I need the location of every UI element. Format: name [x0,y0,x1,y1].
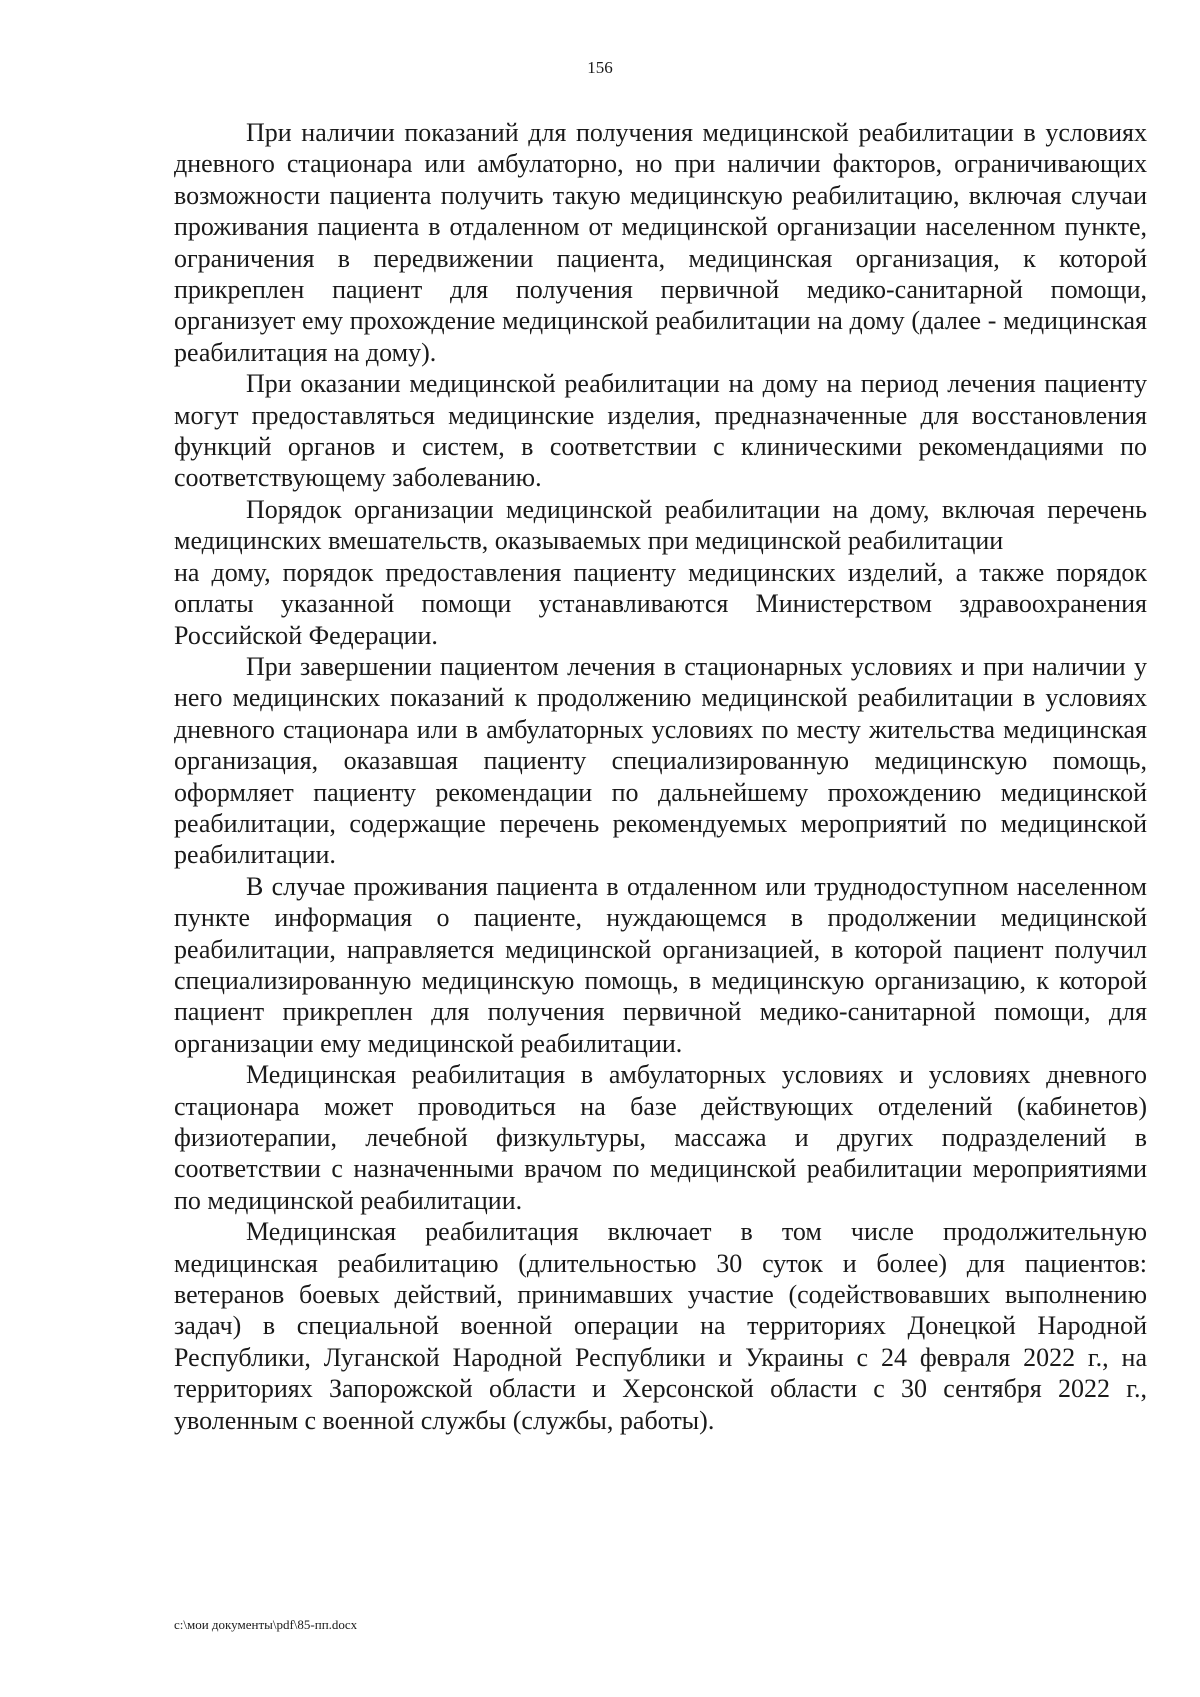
paragraph-discharge-recommendations: При завершении пациентом лечения в стационарных условиях и при наличии у него медицинских показаний к продолжению медицинской реабилитации в условиях дневного стационара или в амбулаторных условиях по месту жительства медицинская организация, оказавшая пациенту специализированную медицинскую помощь, оформляет пациенту рекомендации по дальнейшему прохождению медицинской реабилитации, содержащие перечень рекомендуемых мероприятий по медицинской реабилитации. [174,651,1147,870]
page-number: 156 [587,58,613,77]
paragraph-home-rehab-indications: При наличии показаний для получения медицинской реабилитации в условиях дневного стационара или амбулаторно, но при наличии факторов, ограничивающих возможности пациента получить такую медицинскую реабилитацию, включая случаи проживания пациента в отдаленном от медицинской организации населенном пункте, ограничения в передвижении пациента, медицинская организация, к которой прикреплен пациент для получения первичной медико-санитарной помощи, организует ему прохождение медицинской реабилитации на дому (далее - медицинская реабилитация на дому). [174,118,1147,367]
paragraph-veterans-rehab: Медицинская реабилитация включает в том числе продолжительную медицинская реабилитацию (длительностью 30 суток и более) для пациентов: ветеранов боевых действий, принимавших участие (содействовавших выполнению задач) в специальной военной операции на территориях Донецкой Народной Республики, Луганской Народной Республики и Украины с 24 февраля 2022 г., на территориях Запорожской области и Херсонской области с 30 сентября 2022 г., уволенным с военной службы (службы, работы). [174,1217,1147,1435]
paragraph-outpatient-base: Медицинская реабилитация в амбулаторных условиях и условиях дневного стационара может проводиться на базе действующих отделений (кабинетов) физиотерапии, лечебной физкультуры, массажа и других подразделений в соответствии с назначенными врачом по медицинской реабилитации мероприятиями по медицинской реабилитации. [174,1060,1147,1215]
footer-file-path: c:\мои документы\pdf\85-пп.docx [174,1617,358,1632]
paragraph-home-rehab-procedure-cont: на дому, порядок предоставления пациенту медицинских изделий, а также порядок оплаты указанной помощи устанавливаются Министерством здравоохранения Российской Федерации. [174,557,1147,650]
paragraph-home-rehab-procedure: Порядок организации медицинской реабилитации на дому, включая перечень медицинских вмешательств, оказываемых при медицинской реабилитации [174,494,1147,556]
paragraph-medical-devices: При оказании медицинской реабилитации на дому на период лечения пациенту могут предоставляться медицинские изделия, предназначенные для восстановления функций органов и систем, в соответствии с клиническими рекомендациями по соответствующему заболеванию. [174,369,1147,493]
document-body [174,117,1147,1436]
paragraph-remote-residence: В случае проживания пациента в отдаленном или труднодоступном населенном пункте информация о пациенте, нуждающемся в продолжении медицинской реабилитации, направляется медицинской организацией, в которой пациент получил специализированную медицинскую помощь, в медицинскую организацию, к которой пациент прикреплен для получения первичной медико-санитарной помощи, для организации ему медицинской реабилитации. [174,871,1147,1058]
